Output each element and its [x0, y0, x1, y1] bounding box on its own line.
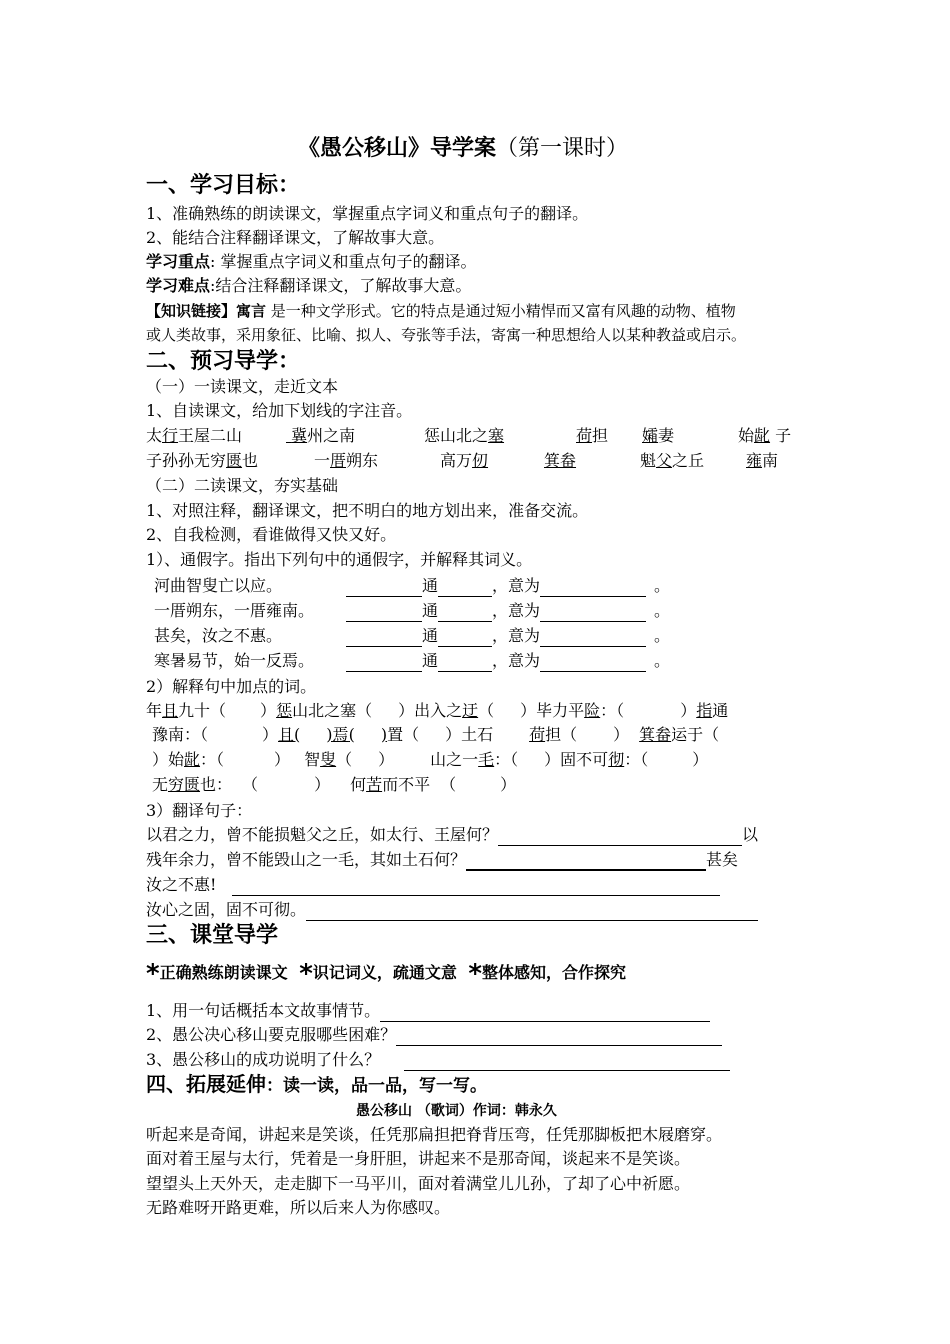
song-line-1: 听起来是奇闻，讲起来是笑谈，任凭那扁担把脊背压弯，任凭那脚板把木屐磨穿。 [146, 1125, 723, 1144]
tongjia-sentence: 河曲智叟亡以应。 [154, 576, 283, 595]
tongjia-original-blank[interactable] [438, 580, 492, 597]
question-3-blank[interactable] [404, 1054, 730, 1071]
star-icon: * [146, 959, 160, 989]
tongjia-row: 寒暑易节，始一反焉。 通 ，意为 。 [154, 651, 671, 670]
tongjia-instruction: 1）、通假字。指出下列句中的通假字，并解释其词义。 [146, 550, 533, 569]
class-question-3: 3、愚公移山的成功说明了什么？ [146, 1049, 730, 1071]
tongjia-original-blank[interactable] [438, 630, 492, 647]
tongjia-sentence: 一厝朔东，一厝雍南。 [154, 601, 315, 620]
focus-line [146, 251, 477, 273]
pinyin-item: 荷担 [576, 426, 609, 445]
translate-blank-3[interactable] [232, 879, 720, 896]
tongjia-meaning-blank[interactable] [540, 655, 646, 672]
section1-heading: 一、学习目标： [146, 173, 301, 198]
pinyin-item: 始龀 子 [738, 426, 792, 445]
tongjia-meaning-blank[interactable] [540, 605, 646, 622]
pinyin-item: 箕畚 [544, 451, 577, 470]
star-icon: * [468, 959, 483, 989]
pinyin-item: 子孙孙无穷匮也 [146, 451, 259, 470]
star-icon: * [299, 959, 313, 989]
tongjia-row: 一厝朔东，一厝雍南。 通 ，意为 。 [154, 601, 671, 620]
tongjia-row: 河曲智叟亡以应。 通 ，意为 。 [154, 576, 671, 595]
tongjia-sentence: 甚矣，汝之不惠。 [154, 626, 283, 645]
explain-row-3: ）始龀：（ ） 智叟（ ） 山之一毛：（ ）固不可彻：（ ） [152, 750, 709, 769]
difficulty-line [146, 275, 471, 297]
focus-label: 学习重点 [146, 252, 211, 271]
section3-heading: 三、课堂导学 [146, 923, 279, 948]
title-sub: （第一课时） [496, 136, 629, 161]
tongjia-original-blank[interactable] [438, 605, 492, 622]
preview-part1-task: 1、自读课文，给加下划线的字注音。 [146, 401, 413, 420]
translate-line-1: 以君之力，曾不能损魁父之丘，如太行、王屋何？ 以 [146, 825, 759, 844]
tongjia-meaning-blank[interactable] [540, 580, 646, 597]
explain-row-1: 年且九十（ ）惩山北之塞（ ）出入之迂（ ）毕力平险：（ ）指通 [146, 701, 729, 720]
preview-part2-task1: 1、对照注释，翻译课文，把不明白的地方划出来，准备交流。 [146, 501, 589, 520]
preview-part1-title: （一）一读课文，走近文本 [146, 377, 339, 396]
translate-instruction: 3）翻译句子： [146, 801, 253, 820]
tongjia-char-blank[interactable] [346, 630, 422, 647]
goal-2: 2、能结合注释翻译课文，了解故事大意。 [146, 228, 445, 247]
explain-row-2: 豫南：（ ）且( )焉( )置（ ）土石 荷担（ ） 箕畚运于（ [152, 725, 720, 744]
pinyin-item: 孀妻 [642, 426, 675, 445]
song-line-4: 无路难呀开路更难，所以后来人为你感叹。 [146, 1198, 451, 1217]
translate-line-4: 汝心之固，固不可彻。 [146, 899, 758, 921]
knowledge-link-line2: 或人类故事，采用象征、比喻、拟人、夸张等手法，寄寓一种思想给人以某种教益或启示。 [146, 326, 747, 344]
tongjia-char-blank[interactable] [346, 655, 422, 672]
translate-blank-2[interactable] [466, 853, 706, 871]
preview-part2-title: （二）二读课文，夯实基础 [146, 476, 339, 495]
section4-heading: 四、拓展延伸：读一读，品一品，写一写。 [146, 1072, 487, 1096]
translate-line-3: 汝之不惠! [146, 874, 720, 896]
tongjia-original-blank[interactable] [438, 655, 492, 672]
question-1-blank[interactable] [380, 1005, 710, 1022]
preview-part2-task2: 2、自我检测，看谁做得又快又好。 [146, 525, 397, 544]
title-main: 《愚公移山》导学案 [298, 136, 497, 161]
tongjia-meaning-blank[interactable] [540, 630, 646, 647]
tongjia-row: 甚矣，汝之不惠。 通 ，意为 。 [154, 626, 671, 645]
section2-heading: 二、预习导学： [146, 349, 301, 374]
pinyin-row-2 [146, 450, 816, 472]
song-line-2: 面对着王屋与太行，凭着是一身肝胆，讲起来不是那奇闻，谈起来不是笑谈。 [146, 1149, 691, 1168]
song-title: 愚公移山 （歌词）作词：韩永久 [356, 1103, 557, 1119]
knowledge-link-line1 [146, 300, 736, 322]
knowledge-link-label: 【知识链接】寓言 [146, 302, 267, 320]
difficulty-label: 学习难点 [146, 276, 211, 295]
pinyin-item: 魁父之丘 [640, 451, 705, 470]
pinyin-item: 冀州之南 [291, 426, 356, 445]
explain-instruction: 2）解释句中加点的词。 [146, 677, 317, 696]
focus-text: : 掌握重点字词义和重点句子的翻译。 [210, 252, 477, 271]
pinyin-item: 惩山北之塞 [424, 426, 505, 445]
activity-2: 识记词义，疏通文意 [312, 963, 457, 982]
pinyin-row-1 [146, 425, 816, 447]
page-title [298, 134, 628, 164]
class-question-1: 1、用一句话概括本文故事情节。 [146, 1000, 710, 1022]
goal-1: 1、准确熟练的朗读课文，掌握重点字词义和重点句子的翻译。 [146, 204, 589, 223]
tongjia-char-blank[interactable] [346, 580, 422, 597]
explain-row-4: 无穷匮也： （ ） 何苦而不平 （ ） [152, 775, 517, 794]
activity-1: 正确熟练朗读课文 [159, 963, 288, 982]
translate-blank-1[interactable] [498, 829, 742, 846]
tongjia-char-blank[interactable] [346, 605, 422, 622]
class-activities [146, 960, 626, 987]
song-line-3: 望望头上天外天，走走脚下一马平川，面对着满堂儿儿孙，了却了心中祈愿。 [146, 1174, 691, 1193]
knowledge-link-text1: 是一种文学形式。它的特点是通过短小精悍而又富有风趣的动物、植物 [266, 302, 736, 320]
difficulty-text: :结合注释翻译课文，了解故事大意。 [210, 276, 472, 295]
class-question-2: 2、愚公决心移山要克服哪些困难？ [146, 1024, 722, 1046]
tongjia-sentence: 寒暑易节，始一反焉。 [154, 651, 315, 670]
pinyin-item: 一厝朔东 [314, 451, 379, 470]
pinyin-item: 太行王屋二山 [146, 426, 243, 445]
translate-blank-4[interactable] [306, 904, 758, 921]
pinyin-item: 雍南 [746, 451, 779, 470]
question-2-blank[interactable] [396, 1029, 722, 1046]
pinyin-item: 高万仞 [440, 451, 489, 470]
translate-line-2: 残年余力，曾不能毁山之一毛，其如土石何？ 甚矣 [146, 850, 739, 869]
activity-3: 整体感知，合作探究 [482, 963, 627, 982]
